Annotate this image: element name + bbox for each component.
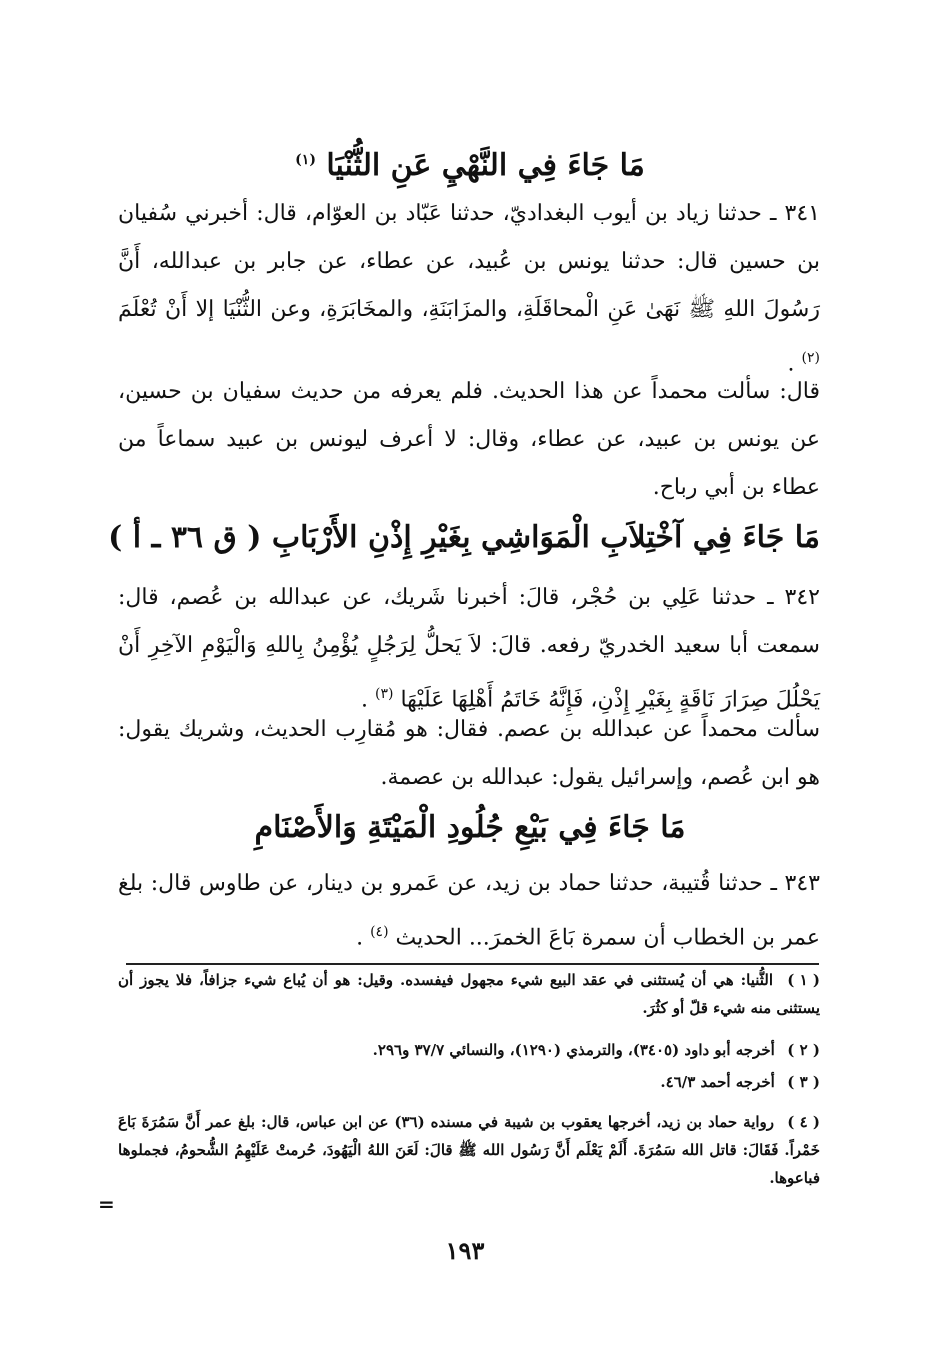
footnote-ref[interactable]: (١) (295, 152, 316, 168)
commentary-text: قال: سألت محمداً عن هذا الحديث. فلم يعرفه من حديث سفيان بن حسين، عن يونس بن عبيد، عن عطاء، وقال: لا أعرف ليونس بن عبيد سماعاً من عطاء بن أبي رباح. (118, 379, 820, 500)
footnote-text: أخرجه أبو داود (٣٤٠٥)، والترمذي (١٢٩٠)، والنسائي ٣٧/٧ و٢٩٦. (372, 1041, 775, 1059)
commentary-342 (118, 706, 820, 802)
hadith-end: . (787, 351, 795, 377)
hadith-text: ٣٤١ ـ حدثنا زياد بن أيوب البغداديّ، حدثنا عَبّاد بن العوّام، قال: أخبرني سُفيان بن حسين قال: حدثنا يونس بن عُبيد، عن عطاء، عن جابر بن عبدالله، أَنَّ رَسُولَ اللهِ ﷺ نَهَىٰ عَنِ الْمحاقَلَةِ، والمزَابَنَةِ، والمخَابَرَةِ، وعن الثُّنْيَا إلا أَنْ تُعْلَمَ (118, 201, 820, 322)
heading-text: مَا جَاءَ فِي النَّهْيِ عَنِ الثُّنْيَا (326, 148, 645, 183)
hadith-341 (118, 190, 820, 388)
footnote-number: ( ٢ ) (787, 1041, 820, 1059)
commentary-text: سألت محمداً عن عبدالله بن عصم. فقال: هو مُقارِب الحديث، وشريك يقول: هو ابن عُصم، وإسرائيل يقول: عبدالله بن عصمة. (118, 717, 820, 790)
footnote-text: رواية حماد بن زيد، أخرجها يعقوب بن شيبة في مسنده (٣٦) عن ابن عباس، قال: بلغ عمر أَنَّ سَمُرَةَ بَاعَ خَمْراً. فَقَالَ: قاتل الله سَمُرَةَ. أَلَمْ يَعْلَم أَنَّ رَسُول الله ﷺ قالَ: لَعَنَ اللهُ الْيَهُودَ، حُرمتْ عَلَيْهِمُ الشُّحومُ، فجملوها فباعوها. (118, 1113, 820, 1187)
hadith-end: . (361, 687, 368, 713)
footnote-ref[interactable]: (٢) (801, 350, 820, 366)
footnote-number: ( ١ ) (787, 971, 820, 989)
footnote-text: الثُّنيا: هي أن يُستثنى في عقد البيع شيء مجهول فيفسده. وقيل: هو أن يُباع شيء جزافاً، فلا يجوز أن يستثنى منه شيء قلّ أو كثُرَ. (118, 971, 820, 1017)
commentary-341 (118, 368, 820, 512)
footnote-3 (118, 1068, 820, 1096)
footnote-number: ( ٣ ) (787, 1073, 820, 1091)
hadith-end: . (356, 925, 364, 951)
footnote-2 (118, 1036, 820, 1064)
chapter-heading-2 (108, 518, 820, 558)
chapter-heading-1 (120, 140, 820, 186)
footnote-ref[interactable]: (٤) (370, 924, 389, 940)
footnote-separator (126, 963, 819, 965)
chapter-heading-3 (120, 808, 820, 848)
footnote-1 (118, 966, 820, 1022)
heading-text: مَا جَاءَ فِي آخْتِلاَبِ الْمَوَاشِي بِغَيْرِ إِذْنِ الأَرْبَابِ ( ق ٣٦ ـ أ ) (108, 520, 820, 555)
heading-text: مَا جَاءَ فِي بَيْعِ جُلُودِ الْمَيْتَةِ وَالأَصْنَامِ (254, 810, 686, 845)
page-number: ١٩٣ (445, 1236, 485, 1265)
footnote-number: ( ٤ ) (787, 1113, 820, 1131)
hadith-text: ٣٤٢ ـ حدثنا عَلِي بن حُجْر، قالَ: أخبرنا شَريك، عن عبدالله بن عُصم، قال: سمعت أبا سعيد الخدريّ رفعه. قالَ: لاَ يَحلُّ لِرَجُلٍ يُؤْمِنُ بِاللهِ وَالْيَوْمِ الآخِرِ أَنْ يَحْلُلَ صِرَارَ نَاقَةٍ بِغَيْرِ إِذْنِ، فَإِنَّهُ خَاتَمُ أَهْلِهَا عَلَيْهَا (118, 585, 820, 713)
footnote-ref[interactable]: (٣) (375, 686, 394, 702)
hadith-343 (118, 860, 820, 962)
hadith-text: ٣٤٣ ـ حدثنا قُتيبة، حدثنا حماد بن زيد، عن عَمرو بن دينار، عن طاوس قال: بلغ عمر بن الخطاب أن سمرة بَاعَ الخمرَ... الحديث (118, 871, 820, 951)
margin-mark: = (98, 1192, 115, 1216)
footnote-text: أخرجه أحمد ٤٦/٣. (660, 1073, 775, 1091)
hadith-342 (118, 574, 820, 724)
footnote-4 (118, 1108, 820, 1192)
